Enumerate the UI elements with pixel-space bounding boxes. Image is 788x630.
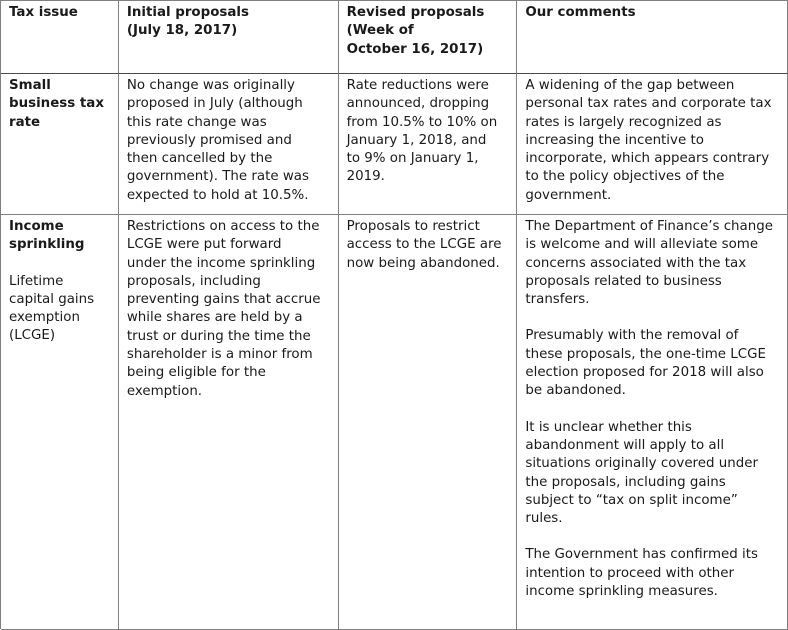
issue-title: Small business tax rate — [9, 78, 104, 130]
table-header-row — [1, 1, 788, 74]
comments-cell — [517, 215, 788, 630]
issue-title: Income sprinkling — [9, 219, 85, 253]
comment-paragraph: It is unclear whether this abandonment will apply to all situations originally covered under the proposals, including gains subject to “tax on split income” rules. — [525, 419, 758, 527]
header-our-comments: Our comments — [517, 1, 788, 74]
comment-paragraph: The Department of Finance’s change is welcome and will alleviate some concerns associated with the tax proposals related to business transfers. — [525, 219, 773, 308]
table-row — [1, 74, 788, 215]
issue-cell — [1, 215, 119, 630]
revised-cell — [339, 215, 518, 630]
header-tax-issue: Tax issue — [1, 1, 119, 74]
comments-cell — [517, 74, 788, 215]
comment-paragraph: The Government has confirmed its intention to proceed with other income sprinkling measures. — [525, 547, 758, 600]
revised-text: Rate reductions were announced, dropping from 10.5% to 10% on January 1, 2018, and to 9% on January 1, 2019. — [346, 78, 498, 185]
initial-cell — [119, 215, 339, 630]
header-initial-proposals: Initial proposals (July 18, 2017) — [119, 1, 339, 74]
initial-text: Restrictions on access to the LCGE were put forward under the income sprinkling proposals, including preventing gains that accrue while shares are held by a trust or during the time the shareholder is a minor from being eligible for the exemption. — [126, 219, 321, 399]
header-revised-proposals: Revised proposals (Week of October 16, 2017) — [339, 1, 518, 74]
initial-cell — [119, 74, 339, 215]
revised-text: Proposals to restrict access to the LCGE are now being abandoned. — [346, 219, 502, 271]
issue-cell — [1, 74, 119, 215]
initial-text: No change was originally proposed in July (although this rate change was previously promised and then cancelled by the government). The rate was expected to hold at 10.5%. — [126, 78, 309, 203]
table-row — [1, 215, 788, 630]
comment-paragraph: A widening of the gap between personal tax rates and corporate tax rates is largely recognized as increasing the incentive to incorporate, which appears contrary to the policy objectives of the government. — [525, 78, 772, 203]
issue-subtitle: Lifetime capital gains exemption (LCGE) — [9, 273, 95, 344]
revised-cell — [339, 74, 518, 215]
comment-paragraph: Presumably with the removal of these proposals, the one-time LCGE election proposed for 2018 will also be abandoned. — [525, 328, 766, 399]
